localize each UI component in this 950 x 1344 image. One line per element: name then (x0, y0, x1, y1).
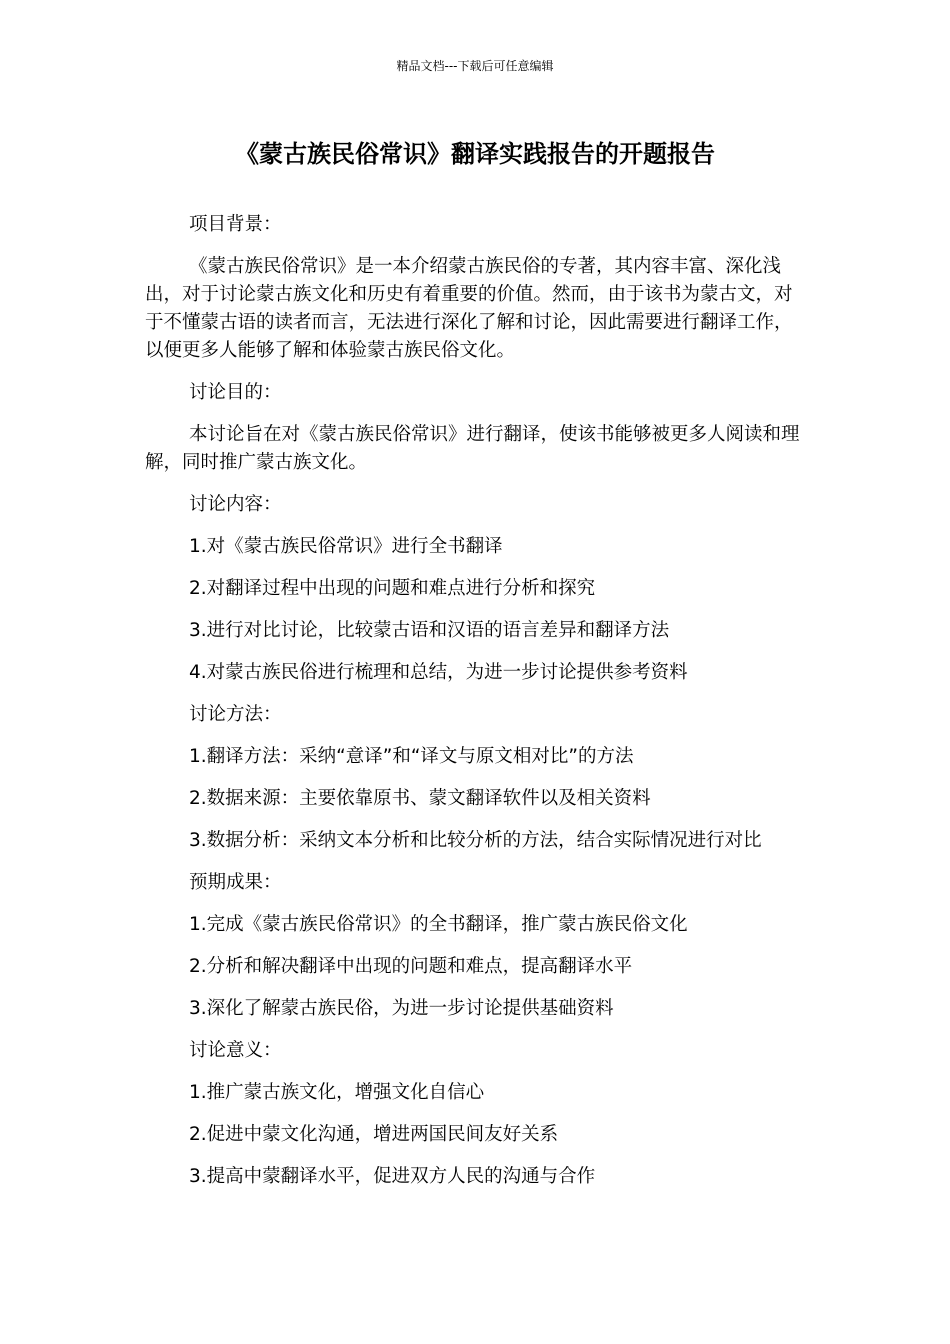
body-paragraph-background: 《蒙古族民俗常识》是一本介绍蒙古族民俗的专著，其内容丰富、深化浅出，对于讨论蒙古族文化和历史有着重要的价值。然而，由于该书为蒙古文，对于不懂蒙古语的读者而言，无法进行深化了解和讨论，因此需要进行翻译工作，以便更多人能够了解和体验蒙古族民俗文化。 (145, 256, 793, 361)
document-title: 《蒙古族民俗常识》翻译实践报告的开题报告 (235, 140, 715, 168)
section-heading-methods: 讨论方法： (189, 704, 282, 725)
list-item: 2.分析和解决翻译中出现的问题和难点，提高翻译水平 (189, 956, 633, 977)
section-heading-significance: 讨论意义： (189, 1040, 282, 1061)
list-item: 3.提高中蒙翻译水平，促进双方人民的沟通与合作 (189, 1166, 596, 1187)
body-paragraph-purpose: 本讨论旨在对《蒙古族民俗常识》进行翻译，使该书能够被更多人阅读和理解，同时推广蒙古族文化。 (145, 424, 800, 473)
section-heading-content: 讨论内容： (189, 494, 282, 515)
list-item: 3.深化了解蒙古族民俗，为进一步讨论提供基础资料 (189, 998, 614, 1019)
list-item: 1.完成《蒙古族民俗常识》的全书翻译，推广蒙古族民俗文化 (189, 914, 688, 935)
list-item: 4.对蒙古族民俗进行梳理和总结，为进一步讨论提供参考资料 (189, 662, 688, 683)
section-heading-purpose: 讨论目的： (189, 382, 282, 403)
section-heading-outcomes: 预期成果： (189, 872, 282, 893)
list-item: 2.促进中蒙文化沟通，增进两国民间友好关系 (189, 1124, 559, 1145)
section-heading-background: 项目背景： (189, 214, 282, 235)
list-item: 1.翻译方法：采纳“意译”和“译文与原文相对比”的方法 (189, 746, 634, 767)
list-item: 2.对翻译过程中出现的问题和难点进行分析和探究 (189, 578, 596, 599)
list-item: 1.推广蒙古族文化，增强文化自信心 (189, 1082, 485, 1103)
document-body (145, 211, 805, 1205)
list-item: 1.对《蒙古族民俗常识》进行全书翻译 (189, 536, 503, 557)
list-item: 3.数据分析：采纳文本分析和比较分析的方法，结合实际情况进行对比 (189, 830, 762, 851)
header-note: 精品文档---下载后可任意编辑 (396, 59, 554, 73)
list-item: 3.进行对比讨论，比较蒙古语和汉语的语言差异和翻译方法 (189, 620, 670, 641)
list-item: 2.数据来源：主要依靠原书、蒙文翻译软件以及相关资料 (189, 788, 651, 809)
